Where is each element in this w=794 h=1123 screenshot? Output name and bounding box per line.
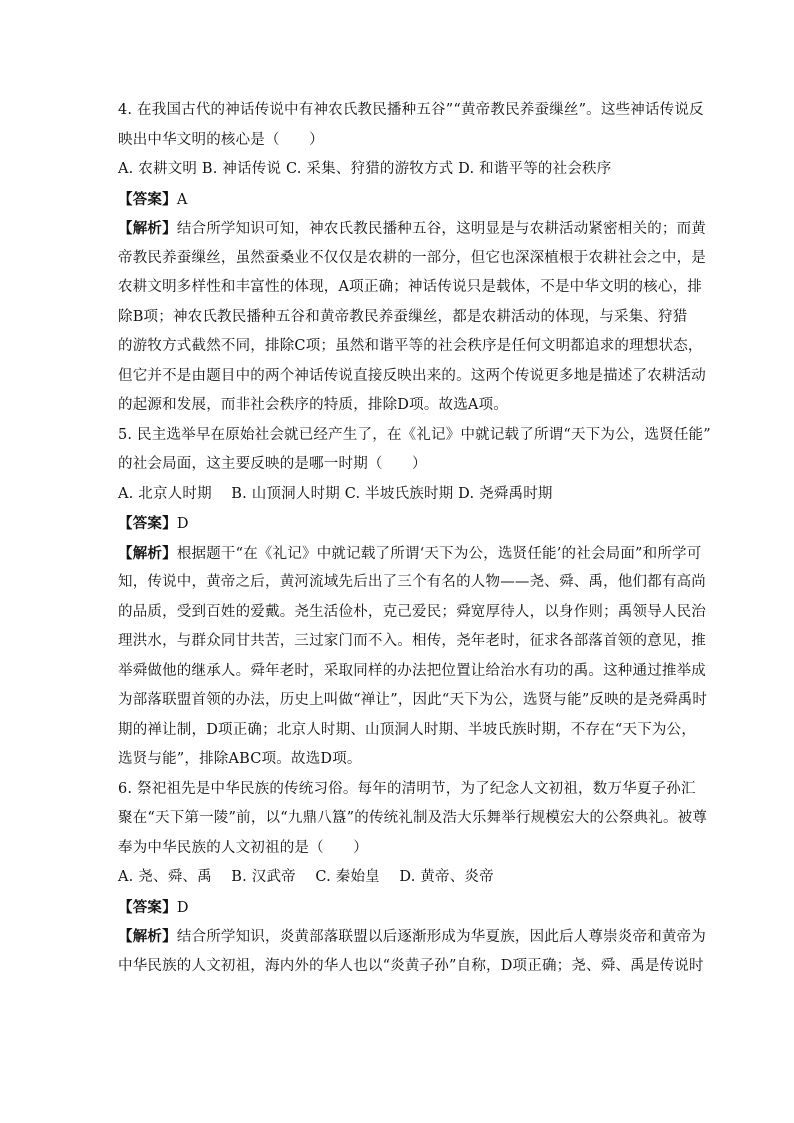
analysis-line bbox=[118, 922, 707, 952]
question-stem-line: 映出中华文明的核心是（ ） bbox=[118, 131, 324, 148]
analysis-line: 期的禅让制，D项正确；北京人时期、山顶洞人时期、半坡氏族时期，不存在“天下为公， bbox=[118, 721, 697, 738]
analysis-label: 【解析】 bbox=[118, 220, 177, 237]
question-stem-line: 的社会局面，这主要反映的是哪一时期（ ） bbox=[118, 456, 427, 472]
analysis-line bbox=[118, 539, 702, 569]
question-stem-line: 6. 祭祀祖先是中华民族的传统习俗。每年的清明节，为了纪念人文初祖，数万华夏子孙汇 bbox=[118, 780, 696, 797]
question-stem-line: 5. 民主选举早在原始社会就已经产生了，在《礼记》中就记载了所谓“天下为公，选贤任能” bbox=[118, 426, 711, 443]
analysis-line: 的起源和发展，而非社会秩序的特质，排除D项。故选A项。 bbox=[118, 397, 508, 413]
analysis-label: 【解析】 bbox=[118, 928, 177, 945]
analysis-line: 举舜做他的继承人。舜年老时，采取同样的办法把位置让给治水有功的禹。这种通过推举成 bbox=[118, 662, 706, 679]
answer-line bbox=[118, 509, 686, 539]
analysis-line: 选贤与能”，排除ABC项。故选D项。 bbox=[118, 751, 362, 767]
question-options: A. 尧、舜、禹 B. 汉武帝 C. 秦始皇 D. 黄帝、炎帝 bbox=[118, 869, 494, 885]
question-stem-line: 聚在“天下第一陵”前，以“九鼎八簋”的传统礼制及浩大乐舞举行规模宏大的公祭典礼。被尊 bbox=[118, 810, 708, 826]
question-options: A. 农耕文明 B. 神话传说 C. 采集、狩猎的游牧方式 D. 和谐平等的社会秩序 bbox=[118, 161, 612, 177]
analysis-line: 知，传说中，黄帝之后，黄河流域先后出了三个有名的人物——尧、舜、禹，他们都有高尚 bbox=[118, 574, 706, 590]
analysis-line: 帝教民养蚕缫丝，虽然蚕桑业不仅仅是农耕的一部分，但它也深深植根于农耕社会之中，是 bbox=[118, 249, 706, 266]
answer-line bbox=[118, 185, 686, 215]
question-stem-line: 4. 在我国古代的神话传说中有神农氏教民播种五谷”“黄帝教民养蚕缫丝”。这些神话传说反 bbox=[118, 102, 704, 118]
question-5 bbox=[118, 421, 711, 775]
analysis-text: 根据题干“在《礼记》中就记载了所谓‘天下为公，选贤任能’的社会局面”和所学可 bbox=[176, 545, 702, 562]
analysis-line: 理洪水，与群众同甘共苦，三过家门而不入。相传，尧年老时，征求各部落首领的意见，推 bbox=[118, 633, 706, 649]
question-4 bbox=[118, 96, 707, 421]
analysis-line: 农耕文明多样性和丰富性的体现，A项正确；神话传说只是载体，不是中华文明的核心，排 bbox=[118, 279, 702, 295]
analysis-text: 结合所学知识，炎黄部落联盟以后逐渐形成为华夏族，因此后人尊崇炎帝和黄帝为 bbox=[176, 929, 707, 945]
answer-value: D bbox=[176, 516, 189, 532]
answer-label: 【答案】 bbox=[118, 898, 177, 916]
document-body bbox=[118, 96, 711, 981]
answer-line bbox=[118, 893, 686, 923]
answer-label: 【答案】 bbox=[118, 190, 177, 208]
question-stem-line: 奉为中华民族的人文初祖的是（ ） bbox=[118, 839, 368, 856]
analysis-text: 结合所学知识可知，神农氏教民播种五谷，这明显是与农耕活动紧密相关的；而黄 bbox=[176, 221, 707, 237]
analysis-line bbox=[118, 214, 707, 244]
answer-value: A bbox=[176, 191, 188, 208]
analysis-line: 中华民族的人文初祖，海内外的华人也以“炎黄子孙”自称，D项正确；尧、舜、禹是传说时 bbox=[118, 957, 704, 974]
analysis-line: 的游牧方式截然不同，排除C项；虽然和谐平等的社会秩序是任何文明都追求的理想状态， bbox=[118, 338, 703, 354]
analysis-line: 但它并不是由题目中的两个神话传说直接反映出来的。这两个传说更多地是描述了农耕活动 bbox=[118, 367, 706, 384]
analysis-label: 【解析】 bbox=[118, 544, 177, 562]
answer-value: D bbox=[176, 899, 189, 916]
question-6 bbox=[118, 775, 708, 982]
answer-label: 【答案】 bbox=[118, 515, 177, 532]
analysis-line: 为部落联盟首领的办法，历史上叫做“禅让”，因此“天下为公，选贤与能”反映的是尧舜禹时 bbox=[118, 692, 708, 708]
analysis-line: 的品质，受到百姓的爱戴。尧生活俭朴，克己爱民；舜宽厚待人，以身作则；禹领导人民治 bbox=[118, 603, 706, 620]
analysis-line: 除B项；神农氏教民播种五谷和黄帝教民养蚕缫丝，都是农耕活动的体现，与采集、狩猎 bbox=[118, 308, 688, 325]
question-options: A. 北京人时期 B. 山顶洞人时期 C. 半坡氏族时期 D. 尧舜禹时期 bbox=[118, 485, 553, 502]
